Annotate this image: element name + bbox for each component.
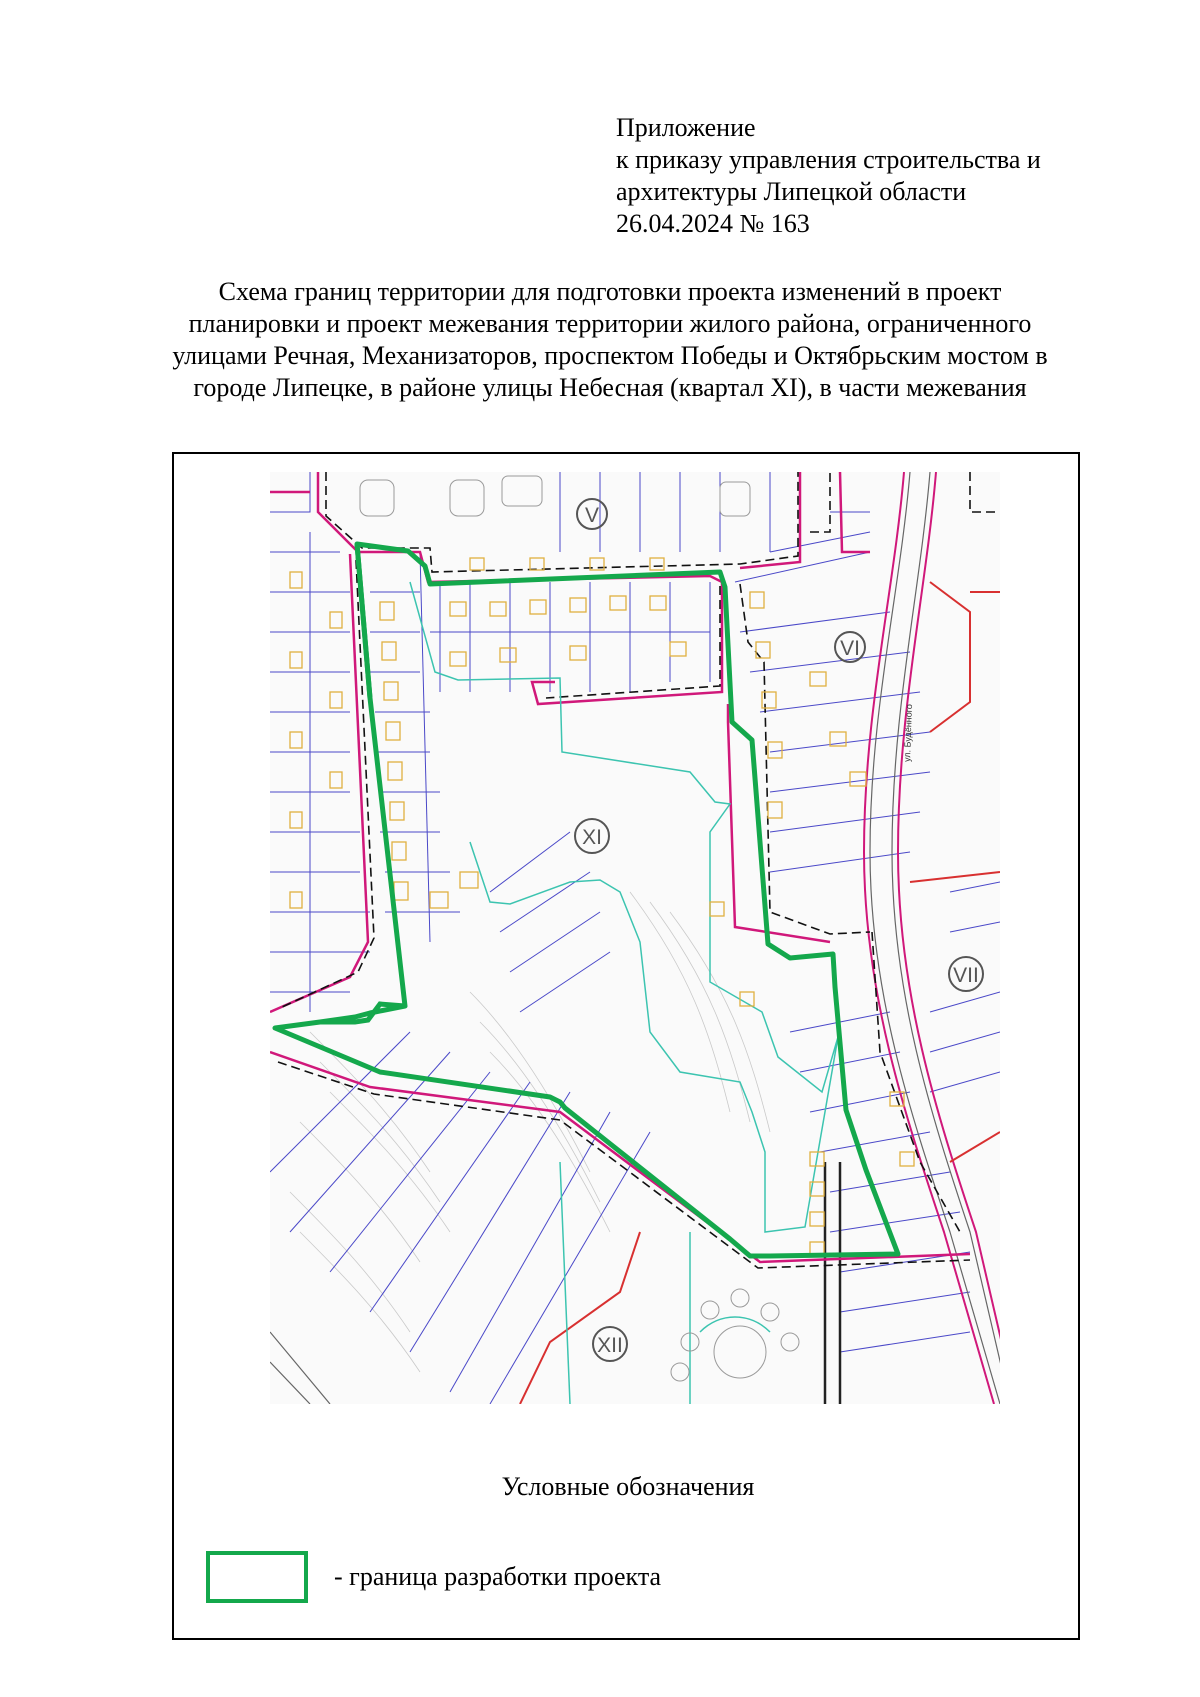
title-line-1: Схема границ территории для подготовки проекта изменений в проект [218,277,1002,306]
quarter-label-v: V [584,504,600,527]
appendix-line-4: 26.04.2024 № 163 [616,209,810,238]
appendix-header [616,112,1041,240]
quarter-label-xi: XI [582,826,602,849]
title-line-3: улицами Речная, Механизаторов, проспектом Победы и Октябрьским мостом в [172,341,1048,370]
map-svg [270,472,1000,1404]
legend-boundary-label: - граница разработки проекта [334,1562,662,1591]
appendix-line-2: к приказу управления строительства и [616,145,1041,174]
quarter-label-xii: XII [597,1334,623,1357]
appendix-line-3: архитектуры Липецкой области [616,177,967,206]
street-label: ул. Будённого [902,703,915,763]
quarter-label-vi: VI [840,637,860,660]
legend-boundary-swatch [206,1551,308,1603]
quarter-label-vii: VII [953,964,979,987]
title-line-2: планировки и проект межевания территории жилого района, ограниченного [188,309,1032,338]
appendix-line-1: Приложение [616,113,756,142]
document-title [110,276,1110,404]
title-line-4: городе Липецке, в районе улицы Небесная (квартал XI), в части межевания [193,373,1027,402]
legend-title: Условные обозначения [501,1472,755,1501]
cadastral-map [270,472,1000,1404]
